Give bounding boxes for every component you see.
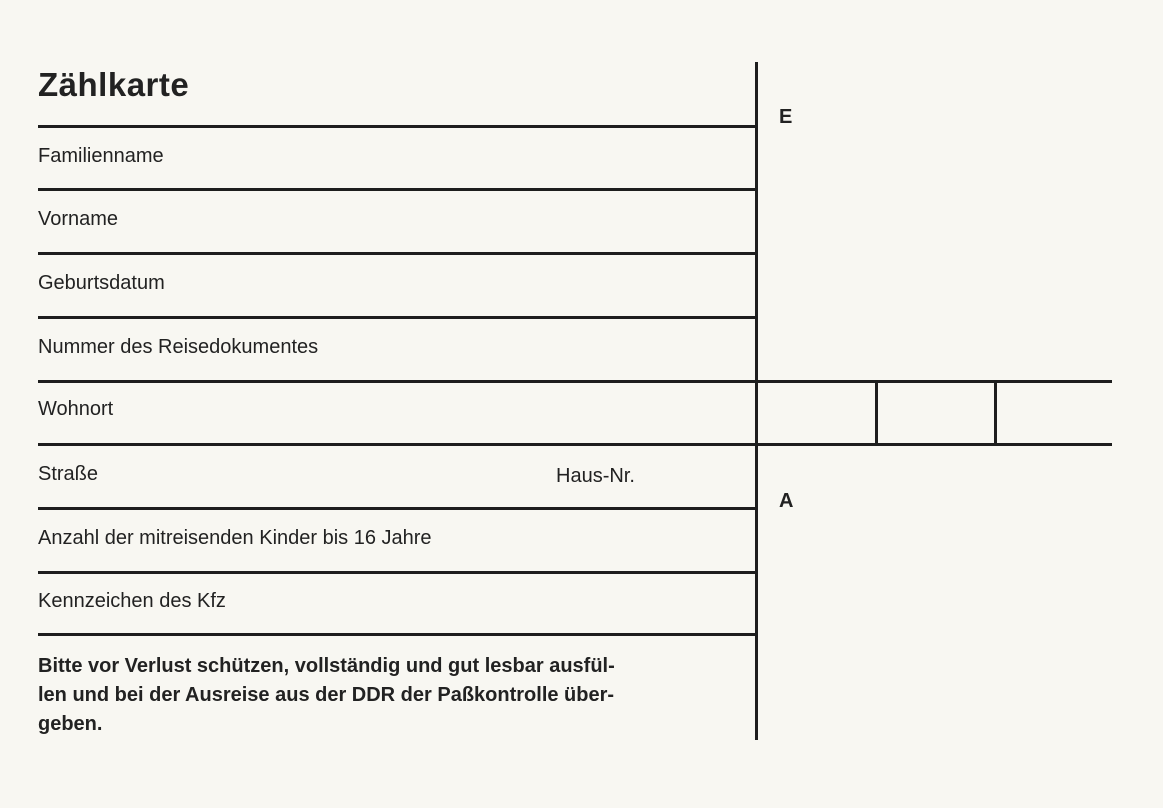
field-label: Geburtsdatum [38,272,165,294]
field-kfz[interactable] [38,574,754,634]
notice-line: len und bei der Ausreise aus der DDR der Paßkontrolle über- [38,684,615,706]
instructions-notice [38,652,738,739]
field-wohnort[interactable] [38,383,754,443]
notice-line: geben. [38,713,103,735]
field-label: Wohnort [38,398,114,420]
entry-stamp-label: E [779,106,793,128]
field-geburtsdatum[interactable] [38,255,754,315]
field-strasse[interactable] [38,446,754,506]
field-label: Straße [38,463,99,485]
stamp-box-2[interactable] [878,382,994,446]
exit-stamp-label: A [779,490,794,512]
notice-line: Bitte vor Verlust schützen, vollständig und gut lesbar ausfül- [38,655,615,677]
field-kinder[interactable] [38,510,754,570]
field-familienname[interactable] [38,128,754,188]
field-vorname[interactable] [38,191,754,251]
field-label: Familienname [38,145,164,167]
stamp-box-3[interactable] [997,382,1112,446]
stamp-box-1[interactable] [758,382,875,446]
card-title: Zählkarte [38,66,190,103]
field-reisedokument[interactable] [38,319,754,379]
field-label: Anzahl der mitreisenden Kinder bis 16 Jahre [38,527,432,549]
field-label: Vorname [38,208,119,230]
field-label: Nummer des Reisedokumentes [38,336,319,358]
field-label-hausnr: Haus-Nr. [556,465,635,487]
field-label: Kennzeichen des Kfz [38,590,226,612]
